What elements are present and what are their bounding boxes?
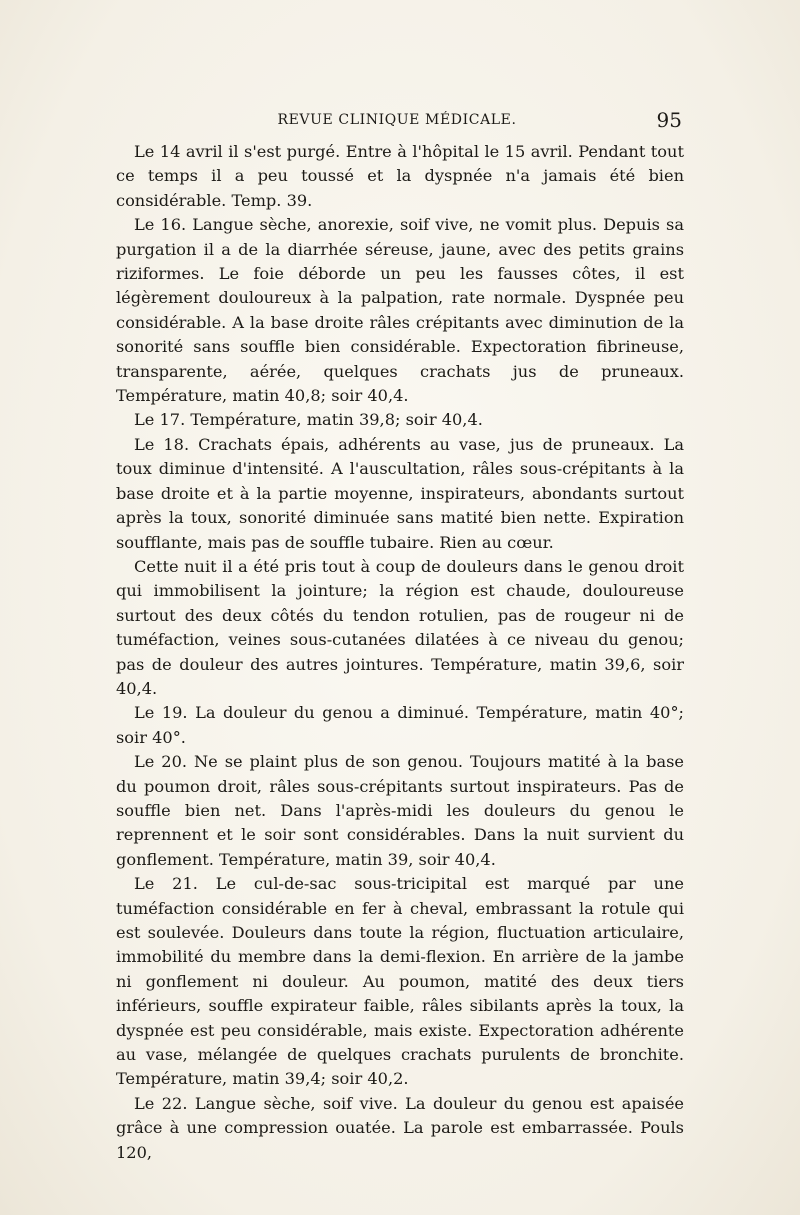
paragraph-le-17: Le 17. Température, matin 39,8; soir 40,4. — [134, 410, 483, 430]
paragraph-le-21: Le 21. Le cul-de-sac sous-tricipital est marqué par une tuméfaction considérable en fer à cheval, embrassant la rotule qui est soulevée. Douleurs dans toute la région, fluctuation articulaire, immobilité du membre dans la demi-flexion. En arrière de la jambe ni gonflement ni douleur. Au poumon, matité des deux tiers inférieurs, souffle expirateur faible, râles sibilants après la toux, la dyspnée est peu considérable, mais existe. Expectoration adhérente au vase, mélangée de quelques crachats purulents de bronchite. Température, matin 39,4; soir 40,2. — [116, 874, 684, 1089]
page-number: 95 — [656, 108, 682, 132]
paragraph-le-19: Le 19. La douleur du genou a diminué. Température, matin 40°; soir 40°. — [116, 703, 684, 747]
paragraph-le-18: Le 18. Crachats épais, adhérents au vase, jus de pruneaux. La toux diminue d'intensité. A l'auscultation, râles sous-crépitants à la base droite et à la partie moyenne, inspirateurs, abondants surtout après la toux, sonorité diminuée sans matité bien nette. Expiration soufflante, mais pas de souffle tubaire. Rien au cœur. — [116, 434, 684, 552]
paragraph-le-22: Le 22. Langue sèche, soif vive. La douleur du genou est apaisée grâce à une compression ouatée. La parole est embarrassée. Pouls 120, — [116, 1093, 684, 1162]
running-title: REVUE CLINIQUE MÉDICALE. — [277, 112, 517, 128]
paragraph-le-16: Le 16. Langue sèche, anorexie, soif vive, ne vomit plus. Depuis sa purgation il a de la diarrhée séreuse, jaune, avec des petits grains riziformes. Le foie déborde un peu les fausses côtes, il est légèrement douloureux à la palpation, rate normale. Dyspnée peu considérable. A la base droite râles crépitants avec diminution de la sonorité sans souffle bien considérable. Expectoration fibrineuse, transparente, aérée, quelques crachats jus de pruneaux. Température, matin 40,8; soir 40,4. — [116, 215, 684, 406]
body-text — [116, 140, 684, 1165]
paragraph-cette-nuit: Cette nuit il a été pris tout à coup de douleurs dans le genou droit qui immobilisent la jointure; la région est chaude, douloureuse surtout des deux côtés du tendon rotulien, pas de rougeur ni de tuméfaction, veines sous-cutanées dilatées à ce niveau du genou; pas de douleur des autres jointures. Température, matin 39,6, soir 40,4. — [116, 556, 684, 698]
paragraph-le-20: Le 20. Ne se plaint plus de son genou. Toujours matité à la base du poumon droit, râles sous-crépitants surtout inspirateurs. Pas de souffle bien net. Dans l'après-midi les douleurs du genou le reprennent et le soir sont considérables. Dans la nuit survient du gonflement. Température, matin 39, soir 40,4. — [116, 752, 684, 869]
paragraph-14-avril: Le 14 avril il s'est purgé. Entre à l'hôpital le 15 avril. Pendant tout ce temps il a peu toussé et la dyspnée n'a jamais été bien considérable. Temp. 39. — [116, 142, 684, 210]
page-header — [112, 108, 682, 132]
